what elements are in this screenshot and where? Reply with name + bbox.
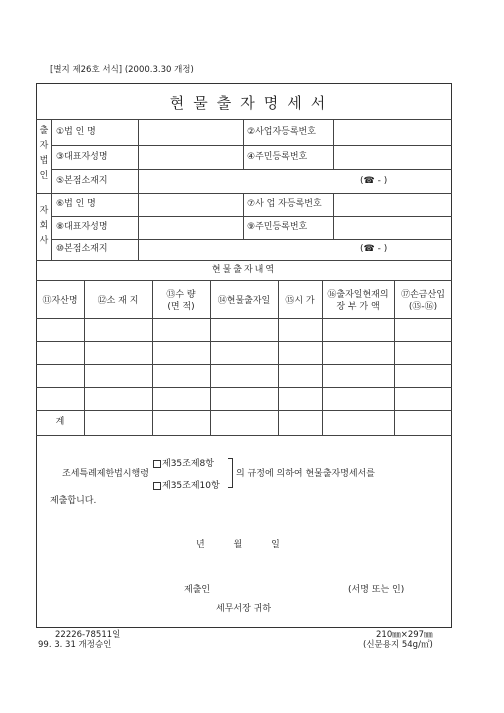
rule [36, 387, 452, 388]
date-line: 년 월 일 [196, 540, 280, 550]
corp-bizno-label: ②사업자등록번호 [247, 127, 316, 137]
page-title: 현물출자명세서 [169, 94, 335, 112]
option2-label: 제35조제10항 [162, 481, 220, 491]
footer-paper: (신문용지 54g/㎡) [363, 640, 433, 650]
sub-section-label: 자회사 [39, 206, 49, 246]
rule [51, 145, 452, 146]
corp-section-label: 출자법인 [39, 126, 49, 181]
recipient-label: 세무서장 귀하 [216, 604, 272, 614]
option2-checkbox[interactable] [153, 482, 161, 490]
sub-address-label: ⑩본점소재지 [56, 244, 108, 254]
rule [243, 119, 244, 169]
rule [51, 119, 52, 260]
corp-rrn-label: ④주민등록번호 [247, 152, 308, 162]
col-date: ⑭현물출자일 [217, 296, 271, 306]
footer-size: 210㎜×297㎜ [376, 630, 433, 640]
rule [36, 364, 452, 365]
submitter-label: 제출인 [184, 585, 211, 595]
footer-code: 22226-78511일 [55, 630, 121, 640]
rule [333, 193, 334, 239]
corp-phone: (☎ - ) [360, 176, 388, 186]
rule [36, 193, 452, 194]
rule [36, 260, 452, 261]
col-location: ⑫소 재 지 [97, 296, 139, 306]
rule [51, 216, 452, 217]
signature-label: (서명 또는 인) [348, 585, 405, 595]
corp-address-label: ⑤본점소재지 [56, 176, 108, 186]
rule [36, 119, 452, 120]
sub-rrn-label: ⑨주민등록번호 [247, 222, 308, 232]
col-market: ⑮시 가 [285, 296, 315, 306]
option1-label: 제35조제8항 [162, 459, 214, 469]
rule [36, 410, 452, 411]
rule [138, 119, 139, 260]
form-label: [별지 제26호 서식] (2000.3.30 개정) [50, 65, 194, 75]
sub-bizno-label: ⑦사 업 자등록번호 [247, 199, 322, 209]
sub-name-label: ⑥법 인 명 [56, 199, 96, 209]
col-asset: ⑪자산명 [42, 296, 78, 306]
col-deduct: ⑰손금산입 (⑮-⑯) [401, 290, 445, 312]
sub-rep-label: ⑧대표자성명 [56, 222, 108, 232]
statement-middle: 의 규정에 의하여 현물출자명세서를 [236, 469, 375, 479]
rule [333, 119, 334, 169]
col-book: ⑯출자일현재의 장 부 가 액 [327, 290, 389, 312]
details-title: 현물출자내역 [211, 265, 277, 275]
rule [36, 280, 452, 281]
rule [36, 341, 452, 342]
corp-name-label: ①법 인 명 [56, 127, 96, 137]
rule [51, 239, 452, 240]
rule [36, 435, 452, 436]
corp-rep-label: ③대표자성명 [56, 152, 108, 162]
rule [51, 169, 452, 170]
bracket [228, 458, 233, 488]
option1-checkbox[interactable] [153, 460, 161, 468]
statement-law: 조세특례제한법시행령 [62, 469, 149, 479]
footer-approval: 99. 3. 31 개정승인 [38, 640, 112, 650]
col-quantity: ⑬수 량 (면 적) [166, 290, 196, 312]
total-label: 계 [55, 417, 65, 427]
rule [36, 318, 452, 319]
sub-phone: (☎ - ) [360, 244, 388, 254]
rule [243, 193, 244, 239]
statement-end: 제출합니다. [50, 496, 97, 506]
